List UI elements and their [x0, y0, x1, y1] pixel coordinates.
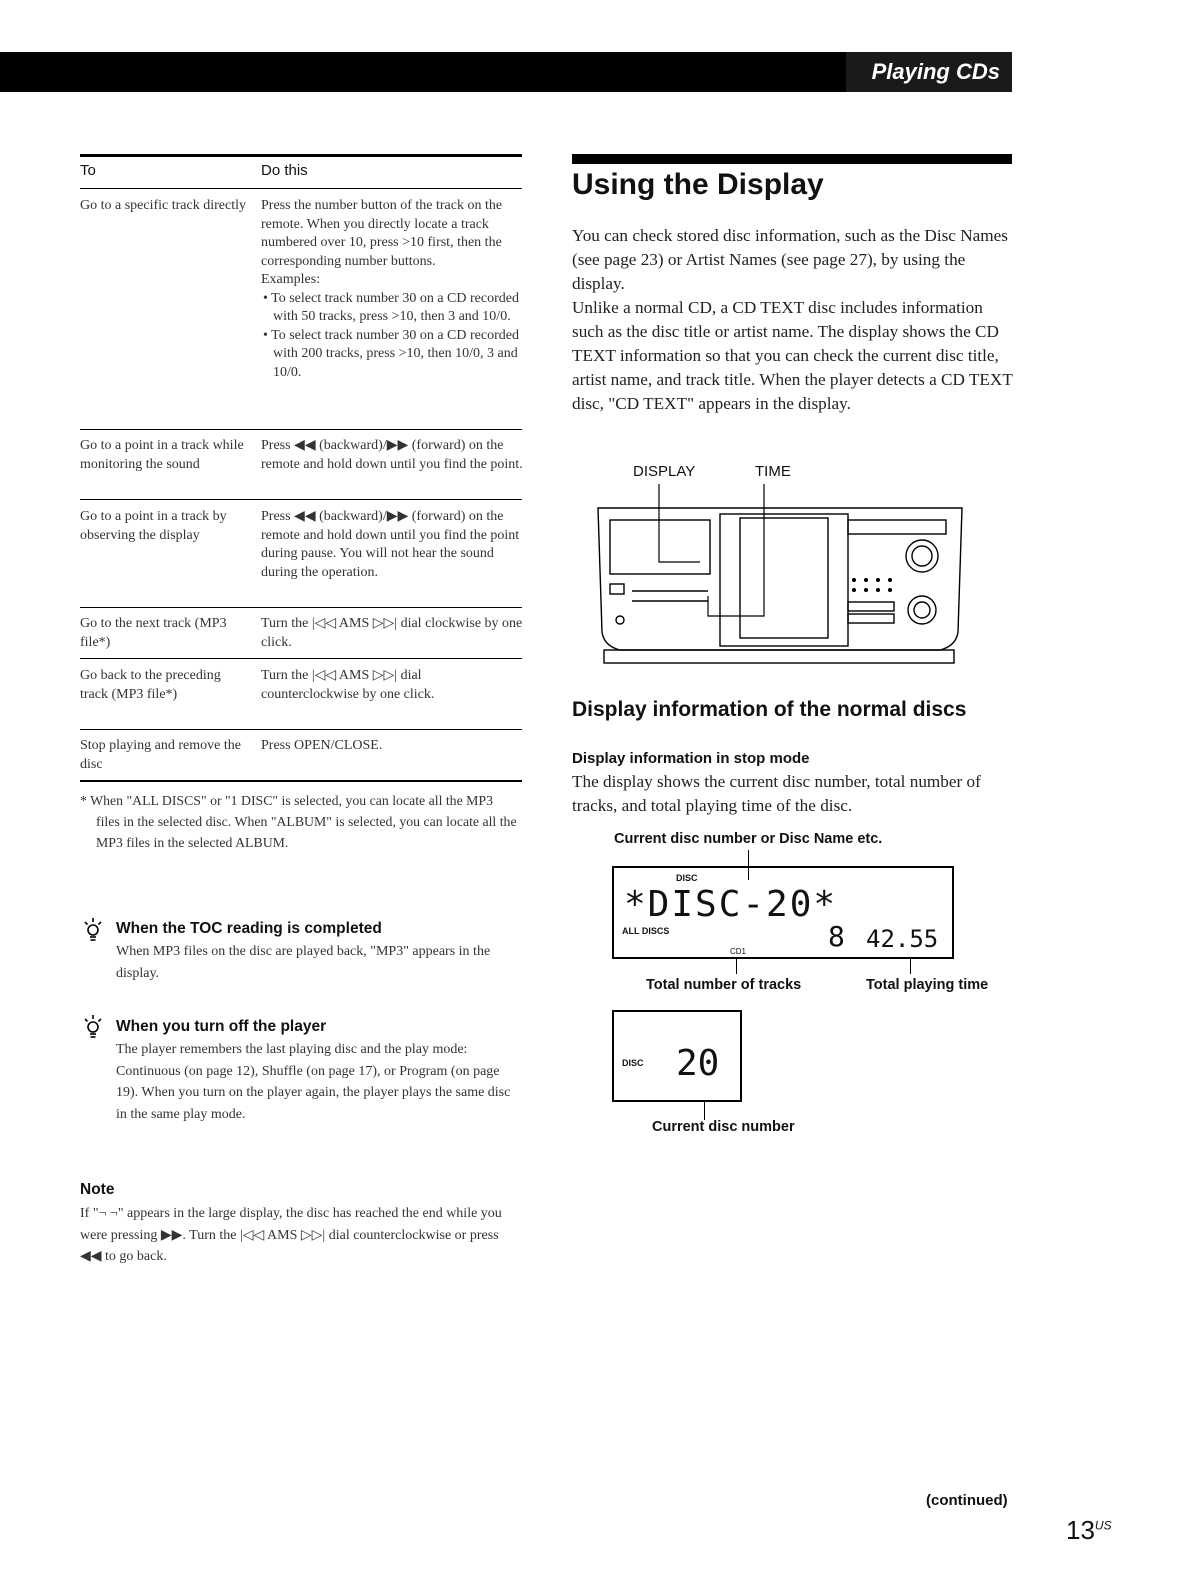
lcd-disc-label: DISC	[676, 873, 698, 883]
table-row-to: Go to the next track (MP3 file*)	[80, 616, 227, 650]
row-do-line: Examples:	[261, 272, 321, 287]
table-divider	[80, 729, 522, 730]
section-heading: Display information of the normal discs	[572, 698, 967, 721]
section-title: Playing CDs	[846, 52, 1012, 92]
lcd-main-text: *DISC-20*	[624, 884, 838, 925]
lightbulb-icon	[82, 1014, 104, 1044]
subsection-heading: Display information in stop mode	[572, 750, 810, 767]
table-row-do: Press ◀◀ (backward)/▶▶ (forward) on the remote and hold down until you find the point.	[261, 438, 523, 472]
table-row-to: Go to a specific track directly	[80, 198, 246, 213]
lcd-display	[612, 866, 954, 959]
small-lcd-label: DISC	[622, 1058, 644, 1068]
lcd-caption-top: Current disc number or Disc Name etc.	[614, 831, 883, 847]
table-row-do	[261, 197, 523, 382]
tip-title: When the TOC reading is completed	[116, 920, 382, 937]
table-row-do: Turn the |◁◁ AMS ▷▷| dial counterclockwise by one click.	[261, 668, 435, 702]
stop-mode-paragraph: The display shows the current disc number, total number of tracks, and total playing time of the disc.	[572, 772, 981, 815]
small-lcd-value: 20	[676, 1043, 720, 1084]
continued-label: (continued)	[926, 1492, 1008, 1509]
table-row-do: Turn the |◁◁ AMS ▷▷| dial clockwise by one click.	[261, 616, 523, 650]
table-divider	[80, 607, 522, 608]
leader-line	[910, 958, 911, 974]
table-header-do: Do this	[261, 162, 308, 179]
table-row-to: Go back to the preceding track (MP3 file*)	[80, 668, 221, 702]
caption-total-time: Total playing time	[866, 977, 989, 993]
table-row-to: Go to a point in a track while monitoring the sound	[80, 438, 244, 472]
leader-line	[736, 958, 737, 974]
intro-line-2: Unlike a normal CD, a CD TEXT disc includes information such as the disc title or artist name. The display shows the CD TEXT information so that you can check the current disc title, artist name, and track title. When the player detects a CD TEXT disc, "CD TEXT" appears in the display.	[572, 298, 1013, 413]
cd-player-illustration	[590, 484, 970, 668]
table-row-do: Press OPEN/CLOSE.	[261, 738, 383, 753]
tip-body: The player remembers the last playing disc and the play mode: Continuous (on page 12), Shuffle (on page 17), or Program (on page 19). When you turn on the player again, the player plays the same disc in the same play mode.	[116, 1042, 511, 1122]
row-do-bullet: • To select track number 30 on a CD recorded with 200 tracks, press >10, then 10/0, 3 and 10/0.	[263, 327, 519, 380]
table-top-rule	[80, 154, 522, 157]
note-title: Note	[80, 1181, 115, 1198]
table-bottom-rule	[80, 780, 522, 782]
table-row-to: Go to a point in a track by observing the display	[80, 509, 227, 543]
table-divider	[80, 429, 522, 430]
intro-paragraph	[572, 224, 1017, 416]
lcd-track-count: 8	[828, 920, 845, 953]
row-do-line: Press the number button of the track on the remote. When you directly locate a track numbered over 10, press >10 first, then the corresponding number buttons.	[261, 198, 503, 269]
row-do-bullet: • To select track number 30 on a CD recorded with 50 tracks, press >10, then 3 and 10/0.	[263, 290, 519, 324]
table-row-to: Stop playing and remove the disc	[80, 738, 241, 772]
leader-line	[704, 1100, 705, 1120]
tip-body: When MP3 files on the disc are played back, "MP3" appears in the display.	[116, 944, 491, 981]
figure-label-time: TIME	[755, 463, 791, 480]
small-lcd-display	[612, 1010, 742, 1102]
table-header-to: To	[80, 162, 96, 179]
figure-label-display: DISPLAY	[633, 463, 696, 480]
table-footnote: * When "ALL DISCS" or "1 DISC" is selected, you can locate all the MP3 files in the selected disc. When "ALBUM" is selected, you can locate all the MP3 files in the selected ALBUM.	[80, 793, 517, 850]
table-row-do: Press ◀◀ (backward)/▶▶ (forward) on the remote and hold down until you find the point during pause. You will not hear the sound during the operation.	[261, 509, 520, 580]
table-divider	[80, 188, 522, 189]
lcd-playing-time: 42.55	[866, 925, 939, 953]
table-divider	[80, 658, 522, 659]
intro-line-1: You can check stored disc information, such as the Disc Names (see page 23) or Artist Names (see page 27), by using the display.	[572, 226, 1008, 293]
header-bar	[0, 52, 1012, 92]
page-title: Using the Display	[572, 168, 824, 201]
caption-total-tracks: Total number of tracks	[646, 977, 802, 993]
title-rule	[572, 154, 1012, 164]
table-divider	[80, 499, 522, 500]
page-number-suffix: US	[1094, 1518, 1112, 1533]
tip-title: When you turn off the player	[116, 1018, 327, 1035]
caption-current-disc: Current disc number	[652, 1119, 795, 1135]
lcd-all-discs: ALL DISCS	[622, 926, 670, 936]
lightbulb-icon	[82, 917, 104, 947]
lcd-cd1: CD1	[730, 947, 747, 956]
page-number	[1066, 1515, 1112, 1546]
page-number-value: 13	[1066, 1515, 1095, 1545]
note-body: If "¬ ¬" appears in the large display, the disc has reached the end while you were pressing ▶▶. Turn the |◁◁ AMS ▷▷| dial counterclockwise or press ◀◀ to go back.	[80, 1206, 502, 1264]
